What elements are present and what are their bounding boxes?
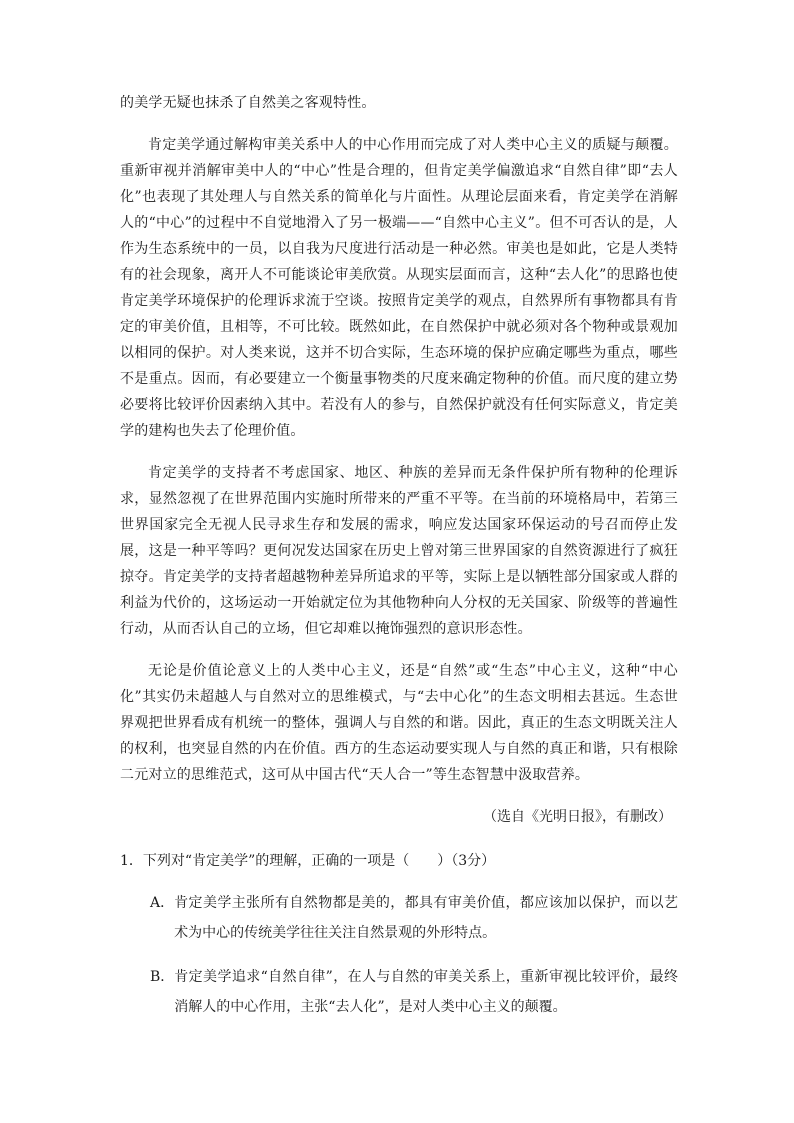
document-content [120,90,678,1036]
passage-paragraph-1: 肯定美学通过解构审美关系中人的中心作用而完成了对人类中心主义的质疑与颠覆。重新审视并消解审美中人的“中心”性是合理的，但肯定美学偏激追求“自然自律”即“去人化”也表现了其处理人与自然关系的简单化与片面性。从理论层面来看，肯定美学在消解人的“中心”的过程中不自觉地滑入了另一极端——“自然中心主义”。但不可否认的是，人作为生态系统中的一员，以自我为尺度进行活动是一种必然。审美也是如此，它是人类特有的社会现象，离开人不可能谈论审美欣赏。从现实层面而言，这种“去人化”的思路也使肯定美学环境保护的伦理诉求流于空谈。按照肯定美学的观点，自然界所有事物都具有肯定的审美价值，且相等，不可比较。既然如此，在自然保护中就必须对各个物种或景观加以相同的保护。对人类来说，这并不切合实际，生态环境的保护应确定哪些为重点，哪些不是重点。因而，有必要建立一个衡量事物类的尺度来确定物种的价值。而尺度的建立势必要将比较评价因素纳入其中。若没有人的参与，自然保护就没有任何实际意义，肯定美学的建构也失去了伦理价值。 [120,137,678,439]
option-a-label: A． [150,895,175,911]
passage-paragraph-2: 肯定美学的支持者不考虑国家、地区、种族的差异而无条件保护所有物种的伦理诉求，显然忽视了在世界范围内实施时所带来的严重不平等。在当前的环境格局中，若第三世界国家完全无视人民寻求生存和发展的需求，响应发达国家环保运动的号召而停止发展，这是一种平等吗？更何况发达国家在历史上曾对第三世界国家的自然资源进行了疯狂掠夺。肯定美学的支持者超越物种差异所追求的平等，实际上是以牺牲部分国家或人群的利益为代价的，这场运动一开始就定位为其他物种向人分权的无关国家、阶级等的普遍性行动，从而否认自己的立场，但它却难以掩饰强烈的意识形态性。 [120,465,678,637]
passage-paragraph-3: 无论是价值论意义上的人类中心主义，还是“自然”或“生态”中心主义，这种“中心化”其实仍未超越人与自然对立的思维模式，与“去中心化”的生态文明相去甚远。生态世界观把世界看成有机统一的整体，强调人与自然的和谐。因此，真正的生态文明既关注人的权利，也突显自然的内在价值。西方的生态运动要实现人与自然的真正和谐，只有根除二元对立的思维范式，这可从中国古代“天人合一”等生态智慧中汲取营养。 [120,663,678,783]
passage-source: （选自《光明日报》，有删改） [483,809,672,825]
passage-continuation: 的美学无疑也抹杀了自然美之客观特性。 [120,95,376,111]
option-b-label: B． [150,969,175,985]
option-b-text: 肯定美学追求“自然自律”，在人与自然的审美关系上，重新审视比较评价，最终消解人的中心作用，主张“去人化”，是对人类中心主义的颠覆。 [174,969,678,1015]
question-stem: 1．下列对“肯定美学”的理解，正确的一项是（ ）（3分） [120,853,496,869]
option-a-text: 肯定美学主张所有自然物都是美的，都具有审美价值，都应该加以保护，而以艺术为中心的传统美学往往关注自然景观的外形特点。 [174,895,678,941]
option-a [150,888,678,948]
option-b [150,962,678,1022]
